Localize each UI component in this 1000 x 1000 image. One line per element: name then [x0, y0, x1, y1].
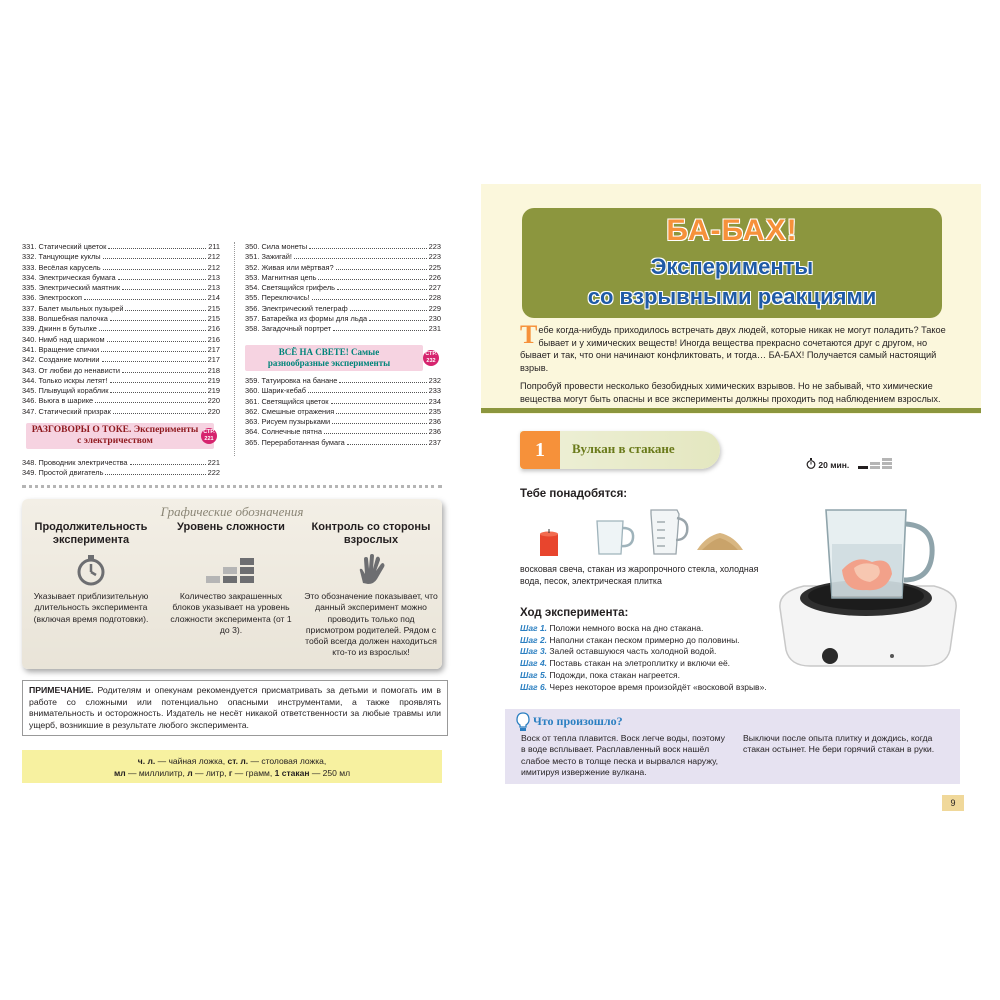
toc-entry-title: 362. Смешные отражения — [245, 406, 335, 416]
toc-entry — [22, 293, 220, 303]
measuring-jug-image — [645, 506, 691, 561]
toc-entry-title: 340. Нимб над шариком — [22, 334, 105, 344]
section-badge-electric — [26, 423, 214, 449]
toc-entry-title: 364. Солнечные пятна — [245, 427, 322, 437]
intro-paragraph-2: Попробуй провести несколько безобидных химических взрывов. Но не забывай, что химические вещества могут быть опасны и все эксперименты должны проходить под наблюдением взрослых. — [520, 381, 941, 404]
step-label: Шаг 4. — [520, 658, 548, 669]
toc-entry — [22, 324, 220, 334]
toc-leader-dots — [110, 320, 206, 321]
toc-entry-title: 358. Загадочный портрет — [245, 324, 332, 334]
toc-leader-dots — [336, 269, 427, 270]
toc-entry-page: 234 — [428, 396, 441, 406]
toc-entry-page: 237 — [428, 437, 441, 447]
unit-tsp: ч. л. — [137, 756, 156, 766]
toc-entry-title: 337. Балет мыльных пузырей — [22, 303, 124, 313]
intro-text-1: ебе когда-нибудь приходилось встречать двух людей, которые никак не могут поладить? Такое бывает и у химических веществ! Иногда вещества прекрасно сочетаются друг с другом, но бывает и так, что они начинают конфликтовать, и тогда… БА-БАХ! Получается самый настоящий взрыв. — [520, 325, 946, 373]
legend-control-text: Это обозначение показывает, что данный эксперимент можно проводить только под присмотром родителей. Рядом с тобой всегда должен находиться кто-то из взрослых! — [304, 591, 438, 658]
unit-tbsp: ст. л. — [227, 756, 249, 766]
drop-cap: Т — [520, 320, 538, 349]
step-text: Подожди, пока стакан нагреется. — [547, 669, 680, 680]
toc-entry-title: 336. Электроскоп — [22, 293, 82, 303]
toc-leader-dots — [105, 474, 205, 475]
unit-cup: 1 стакан — [274, 768, 310, 778]
toc-entry-page: 231 — [428, 324, 441, 334]
toc-entry — [22, 304, 220, 314]
chapter-title-line2: Эксперименты — [650, 254, 814, 279]
unit-l: л — [187, 768, 193, 778]
toc-entry-title: 333. Весёлая карусель — [22, 262, 101, 272]
toc-entry — [245, 242, 441, 252]
toc-entry-page: 221 — [207, 458, 220, 467]
toc-entry-title: 342. Создание молнии — [22, 355, 100, 365]
toc-entry-page: 220 — [207, 406, 220, 416]
toc-entry-page: 215 — [207, 303, 220, 313]
toc-entry — [245, 417, 441, 427]
toc-entry-page: 215 — [207, 314, 220, 324]
toc-leader-dots — [122, 372, 206, 373]
intro-paragraph-1 — [520, 320, 946, 374]
toc-column-2 — [245, 242, 441, 335]
toc-entry — [22, 252, 220, 262]
toc-entry — [245, 314, 441, 324]
note-box — [22, 680, 448, 736]
toc-entry — [22, 314, 220, 324]
note-text: Родителям и опекунам рекомендуется присматривать за детьми и помогать им в работе со сложными или потенциально опасными инструментами, а также проявлять внимательность и осторожность. Издатель не несёт никакой ответственности за любые травмы или ущерб, возникшие в результате любого эксперимента. — [29, 685, 441, 730]
glass-image — [594, 518, 636, 561]
toc-entry-page: 223 — [428, 252, 441, 262]
unit-ml-def: — миллилитр, — [125, 768, 188, 778]
chapter-title-box — [522, 208, 942, 318]
toc-entry-page: 232 — [428, 376, 441, 385]
toc-entry-page: 225 — [428, 262, 441, 272]
step-item — [520, 670, 810, 682]
toc-entry-title: 345. Плывущий кораблик — [22, 386, 109, 396]
toc-leader-dots — [110, 382, 206, 383]
toc-entry-title: 338. Волшебная палочка — [22, 314, 108, 324]
unit-l-def: — литр, — [192, 768, 229, 778]
toc-entry-title: 359. Татуировка на банане — [245, 376, 338, 385]
section-badge-all — [245, 345, 423, 371]
legend-difficulty — [166, 521, 296, 636]
toc-leader-dots — [308, 392, 427, 393]
toc-leader-dots — [337, 289, 427, 290]
step-text: Через некоторое время произойдёт «восковой взрыв». — [547, 681, 767, 692]
toc-leader-dots — [103, 258, 206, 259]
toc-entry — [245, 293, 441, 303]
toc-leader-dots — [122, 289, 206, 290]
unit-g-def: — грамм, — [232, 768, 275, 778]
step-item — [520, 682, 810, 694]
toc-entry-page: 213 — [207, 283, 220, 293]
toc-entry-page: 218 — [207, 365, 220, 375]
toc-entry-title: 347. Статический призрак — [22, 406, 111, 416]
experiment-time-info — [806, 458, 892, 470]
toc-entry — [245, 438, 441, 448]
toc-leader-dots — [336, 413, 426, 414]
toc-entry-title: 346. Вьюга в шарике — [22, 396, 94, 406]
section-title-electric: РАЗГОВОРЫ О ТОКЕ. Эксперименты с электричеством — [31, 425, 199, 446]
legend-duration-heading: Продолжительность эксперимента — [34, 521, 148, 546]
stopwatch-small-icon — [806, 458, 816, 469]
units-box — [22, 750, 442, 783]
toc-entry — [22, 396, 220, 406]
toc-entry-page: 236 — [428, 417, 441, 427]
chapter-intro — [520, 320, 946, 411]
toc-entry-title: 334. Электрическая бумага — [22, 272, 116, 282]
toc-entry-title: 343. От любви до ненависти — [22, 365, 120, 375]
toc-leader-dots — [339, 382, 426, 383]
what-happened-right: Выключи после опыта плитку и дождись, когда стакан остынет. Не бери горячий стакан в руки. — [743, 733, 935, 755]
experiment-banner — [520, 431, 720, 469]
materials-heading: Тебе понадобятся: — [520, 488, 628, 500]
step-text: Залей оставшуюся часть холодной водой. — [547, 646, 717, 657]
unit-tbsp-def: — столовая ложка, — [248, 756, 327, 766]
toc-leader-dots — [99, 330, 206, 331]
toc-entry — [245, 397, 441, 407]
step-item — [520, 635, 810, 647]
page-label-electric: СТР. 221 — [203, 429, 215, 442]
step-label: Шаг 5. — [520, 669, 548, 680]
toc-leader-dots — [107, 341, 206, 342]
toc-entry — [245, 324, 441, 334]
what-happened-box — [505, 709, 960, 784]
toc-leader-dots — [103, 269, 206, 270]
toc-entry — [22, 366, 220, 376]
unit-ml: мл — [113, 768, 126, 778]
toc-entry-page: 216 — [207, 334, 220, 344]
toc-entry-page: 222 — [207, 468, 220, 478]
toc-entry — [245, 376, 441, 386]
toc-leader-dots — [110, 392, 205, 393]
toc-entry-title: 341. Вращение спички — [22, 344, 100, 354]
toc-leader-dots — [331, 403, 427, 404]
toc-entry — [22, 386, 220, 396]
toc-entry-title: 356. Электрический телеграф — [245, 303, 348, 313]
toc-entry-title: 363. Рисуем пузырьками — [245, 417, 331, 427]
toc-entry-page: 214 — [207, 293, 220, 303]
page-circle-electric — [201, 428, 217, 444]
dotted-divider — [22, 485, 442, 488]
toc-entry-title: 348. Проводник электричества — [22, 458, 128, 467]
toc-entry — [22, 345, 220, 355]
toc-entry — [22, 458, 220, 468]
legend-duration — [26, 521, 156, 625]
toc-leader-dots — [130, 464, 206, 465]
legend-title: Графические обозначения — [160, 504, 304, 519]
toc-entry-page: 217 — [207, 344, 220, 354]
toc-leader-dots — [318, 279, 426, 280]
legend-difficulty-heading: Уровень сложности — [177, 521, 285, 533]
toc-leader-dots — [333, 330, 427, 331]
step-label: Шаг 6. — [520, 681, 548, 692]
page-circle-all — [423, 350, 439, 366]
chapter-title-line3: со взрывными реакциями — [587, 284, 877, 309]
toc-column-1 — [22, 242, 220, 417]
legend-box — [22, 499, 442, 669]
step-label: Шаг 3. — [520, 646, 548, 657]
toc-entry-title: 339. Джинн в бутылке — [22, 324, 97, 334]
toc-entry — [245, 252, 441, 262]
toc-entry-title: 360. Шарик-кебаб — [245, 386, 307, 396]
experiment-number: 1 — [520, 431, 560, 469]
toc-entry-page: 212 — [207, 252, 220, 262]
difficulty-blocks-icon — [166, 549, 296, 591]
toc-leader-dots — [294, 258, 427, 259]
toc-entry — [22, 407, 220, 417]
toc-entry-page: 235 — [428, 406, 441, 416]
hand-icon — [304, 549, 438, 591]
stopwatch-icon — [26, 549, 156, 591]
unit-cup-def: — 250 мл — [309, 768, 351, 778]
page-number: 9 — [942, 795, 964, 811]
what-happened-left: Воск от тепла плавится. Воск легче воды, поэтому в воде всплывает. Расплавленный воск нашёл слабое место в толще песка и вырвался наружу, имитируя извержение вулкана. — [521, 733, 726, 777]
toc-leader-dots — [369, 320, 427, 321]
step-text: Наполни стакан песком примерно до половины. — [547, 634, 740, 645]
step-label: Шаг 2. — [520, 634, 548, 645]
legend-duration-text: Указывает приблизительную длительность эксперимента (включая время подготовки). — [33, 591, 149, 624]
toc-leader-dots — [347, 444, 427, 445]
legend-control — [304, 521, 438, 659]
toc-entry-title: 351. Зажигай! — [245, 252, 292, 262]
toc-entry — [22, 468, 220, 478]
toc-entry — [245, 283, 441, 293]
toc-entry-title: 357. Батарейка из формы для льда — [245, 314, 368, 324]
toc-leader-dots — [108, 248, 206, 249]
section-title-all: ВСЁ НА СВЕТЕ! Самые разнообразные эксперименты — [267, 347, 391, 368]
toc-entry — [245, 304, 441, 314]
toc-leader-dots — [84, 299, 206, 300]
toc-entry-title: 353. Магнитная цепь — [245, 272, 317, 282]
toc-entry-title: 332. Танцующие куклы — [22, 252, 101, 262]
toc-entry-title: 344. Только искры летят! — [22, 375, 108, 385]
chapter-title-main: БА-БАХ! — [666, 214, 798, 247]
difficulty-small-icon — [858, 458, 892, 469]
toc-leader-dots — [332, 423, 427, 424]
toc-leader-dots — [125, 310, 205, 311]
step-item — [520, 646, 810, 658]
toc-entry — [22, 263, 220, 273]
steps-list — [520, 623, 810, 693]
step-text: Поставь стакан на элетроплитку и включи её. — [547, 658, 731, 669]
steps-heading: Ход эксперимента: — [520, 607, 629, 619]
toc-entry-page: 217 — [207, 355, 220, 365]
toc-leader-dots — [101, 351, 206, 352]
toc-entry-page: 212 — [207, 262, 220, 272]
toc-entry-page: 223 — [428, 242, 441, 251]
toc-column-2-after — [245, 376, 441, 448]
toc-entry — [22, 242, 220, 252]
toc-entry-title: 335. Электрический маятник — [22, 283, 121, 293]
sand-image — [696, 530, 744, 557]
toc-entry-title: 365. Переработанная бумага — [245, 437, 345, 447]
note-label: ПРИМЕЧАНИЕ. — [29, 685, 94, 695]
step-item — [520, 623, 810, 635]
toc-entry-title: 349. Простой двигатель — [22, 468, 104, 478]
toc-entry-page: 220 — [207, 396, 220, 406]
toc-entry-page: 226 — [428, 272, 441, 282]
toc-entry — [22, 283, 220, 293]
toc-leader-dots — [102, 361, 206, 362]
materials-list: восковая свеча, стакан из жаропрочного стекла, холодная вода, песок, электрическая плитка — [520, 564, 759, 586]
toc-entry — [245, 427, 441, 437]
toc-entry-page: 216 — [207, 324, 220, 334]
candle-image — [538, 528, 560, 561]
toc-leader-dots — [312, 299, 427, 300]
column-separator — [234, 242, 235, 456]
toc-entry-page: 228 — [428, 293, 441, 303]
toc-entry-page: 213 — [207, 272, 220, 282]
toc-entry — [245, 273, 441, 283]
toc-leader-dots — [309, 248, 426, 249]
step-label: Шаг 1. — [520, 623, 548, 633]
toc-entry-page: 219 — [207, 375, 220, 385]
legend-difficulty-text: Количество закрашенных блоков указывает на уровень сложности эксперимента (от 1 до 3). — [170, 591, 292, 635]
toc-entry-page: 230 — [428, 314, 441, 324]
experiment-name: Вулкан в стакане — [572, 441, 675, 456]
toc-entry-title: 350. Сила монеты — [245, 242, 308, 251]
legend-control-heading: Контроль со стороны взрослых — [311, 521, 431, 546]
toc-leader-dots — [350, 310, 427, 311]
what-happened-heading: Что произошло? — [533, 714, 623, 728]
toc-column-1-after — [22, 458, 220, 479]
toc-entry-page: 229 — [428, 303, 441, 313]
experiment-time: 20 мин. — [818, 460, 850, 470]
page-label-all: СТР. 232 — [425, 351, 437, 364]
toc-entry — [245, 386, 441, 396]
toc-leader-dots — [113, 413, 206, 414]
toc-entry-page: 233 — [428, 386, 441, 396]
unit-g: г — [228, 768, 233, 778]
toc-entry — [245, 407, 441, 417]
toc-entry-title: 355. Переключись! — [245, 293, 310, 303]
toc-entry-page: 236 — [428, 427, 441, 437]
toc-leader-dots — [118, 279, 206, 280]
toc-entry-title: 354. Светящийся грифель — [245, 283, 336, 293]
toc-entry-page: 219 — [207, 386, 220, 396]
toc-entry-title: 331. Статический цветок — [22, 242, 107, 251]
toc-leader-dots — [95, 402, 206, 403]
toc-entry — [22, 273, 220, 283]
toc-entry-page: 227 — [428, 283, 441, 293]
toc-entry — [22, 376, 220, 386]
toc-leader-dots — [324, 433, 427, 434]
step-text: Положи немного воска на дно стакана. — [547, 623, 704, 633]
toc-entry — [22, 335, 220, 345]
unit-tsp-def: — чайная ложка, — [155, 756, 228, 766]
toc-entry — [22, 355, 220, 365]
step-item — [520, 658, 810, 670]
toc-entry-title: 352. Живая или мёртвая? — [245, 262, 334, 272]
toc-entry-title: 361. Светящийся цветок — [245, 396, 329, 406]
toc-entry — [245, 263, 441, 273]
toc-entry-page: 211 — [208, 242, 220, 251]
